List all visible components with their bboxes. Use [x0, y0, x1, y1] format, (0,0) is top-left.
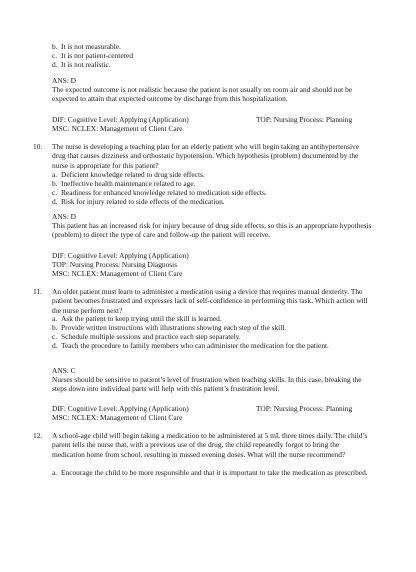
- option-d: d. It is not realistic.: [52, 60, 111, 69]
- meta-nclex: MSC: NCLEX: Management of Client Care: [52, 124, 183, 133]
- answer-key: ANS: C: [52, 366, 76, 375]
- question-number: 10.: [33, 142, 43, 151]
- option-a: a. Ask the patient to keep trying until the skill is learned.: [52, 314, 222, 323]
- question-text: The nurse is developing a teaching plan for an elderly patient who will begin taking an antihypertensive drug that causes dizziness and orthostatic hypotension. Which hypothesis (problem) documented by the nurse is appropriate for this patient?: [52, 142, 360, 170]
- question-number: 12.: [33, 431, 43, 440]
- option-c: c. It is not patient-centered: [52, 51, 134, 60]
- option-c: c. Schedule multiple sessions and practice each step separately.: [52, 332, 241, 341]
- meta-nclex: MSC: NCLEX: Management of Client Care: [52, 413, 183, 422]
- rationale: Nurses should be sensitive to patient’s level of frustration when teaching skills. In this case, breaking the steps down into individual parts will help with this patient’s frustration level.: [52, 375, 362, 394]
- question-number: 11.: [33, 287, 42, 296]
- answer-key: ANS: D: [52, 76, 77, 85]
- meta-topic: TOP: Nursing Process: Planning: [256, 115, 353, 124]
- meta-topic: TOP: Nursing Process: Planning: [256, 404, 353, 413]
- option-c: c. Readiness for enhanced knowledge related to medication side effects.: [52, 188, 267, 197]
- meta-difficulty: DIF: Cognitive Level: Applying (Application): [52, 404, 189, 413]
- option-b: b. Ineffective health maintenance related to age.: [52, 179, 196, 188]
- option-d: d. Teach the procedure to family members who can administer the medication for the patient.: [52, 341, 329, 350]
- option-a: a. Deficient knowledge related to drug side effects.: [52, 170, 205, 179]
- option-b: b. It is not measurable.: [52, 42, 121, 51]
- answer-key: ANS: D: [52, 212, 77, 221]
- rationale: This patient has an increased risk for injury because of drug side effects, so this is an appropriate hypothesis (problem) to direct the type of care and follow-up the patient will receive.: [52, 221, 372, 240]
- option-d: d. Risk for injury related to side effects of the medication.: [52, 197, 225, 206]
- rationale: The expected outcome is not realistic because the patient is not usually on room air and should not be expected to attain that expected outcome by discharge from this hospitalization.: [52, 85, 353, 104]
- question-text: A school-age child will begin taking a medication to be administered at 5 mL three times daily. The child’s parent tells the nurse that, with a previous use of the drug, the child repeatedly forgot to bring the medication home from school, resulting in missed evening doses. What will the nurse recommend?: [52, 431, 368, 459]
- meta-difficulty: DIF: Cognitive Level: Applying (Application): [52, 115, 189, 124]
- meta-topic: TOP: Nursing Process: Nursing Diagnosis: [52, 260, 178, 269]
- meta-nclex: MSC: NCLEX: Management of Client Care: [52, 269, 183, 278]
- option-b: b. Provide written instructions with illustrations showing each step of the skill.: [52, 323, 287, 332]
- question-text: An older patient must learn to administer a medication using a device that requires manual dexterity. The patient becomes frustrated and expresses lack of self-confidence in performing this task. Which action will the nurse perform next?: [52, 287, 368, 315]
- option-a: a. Encourage the child to be more responsible and that it is important to take the medication as prescribed.: [52, 468, 368, 477]
- meta-difficulty: DIF: Cognitive Level: Applying (Application): [52, 251, 189, 260]
